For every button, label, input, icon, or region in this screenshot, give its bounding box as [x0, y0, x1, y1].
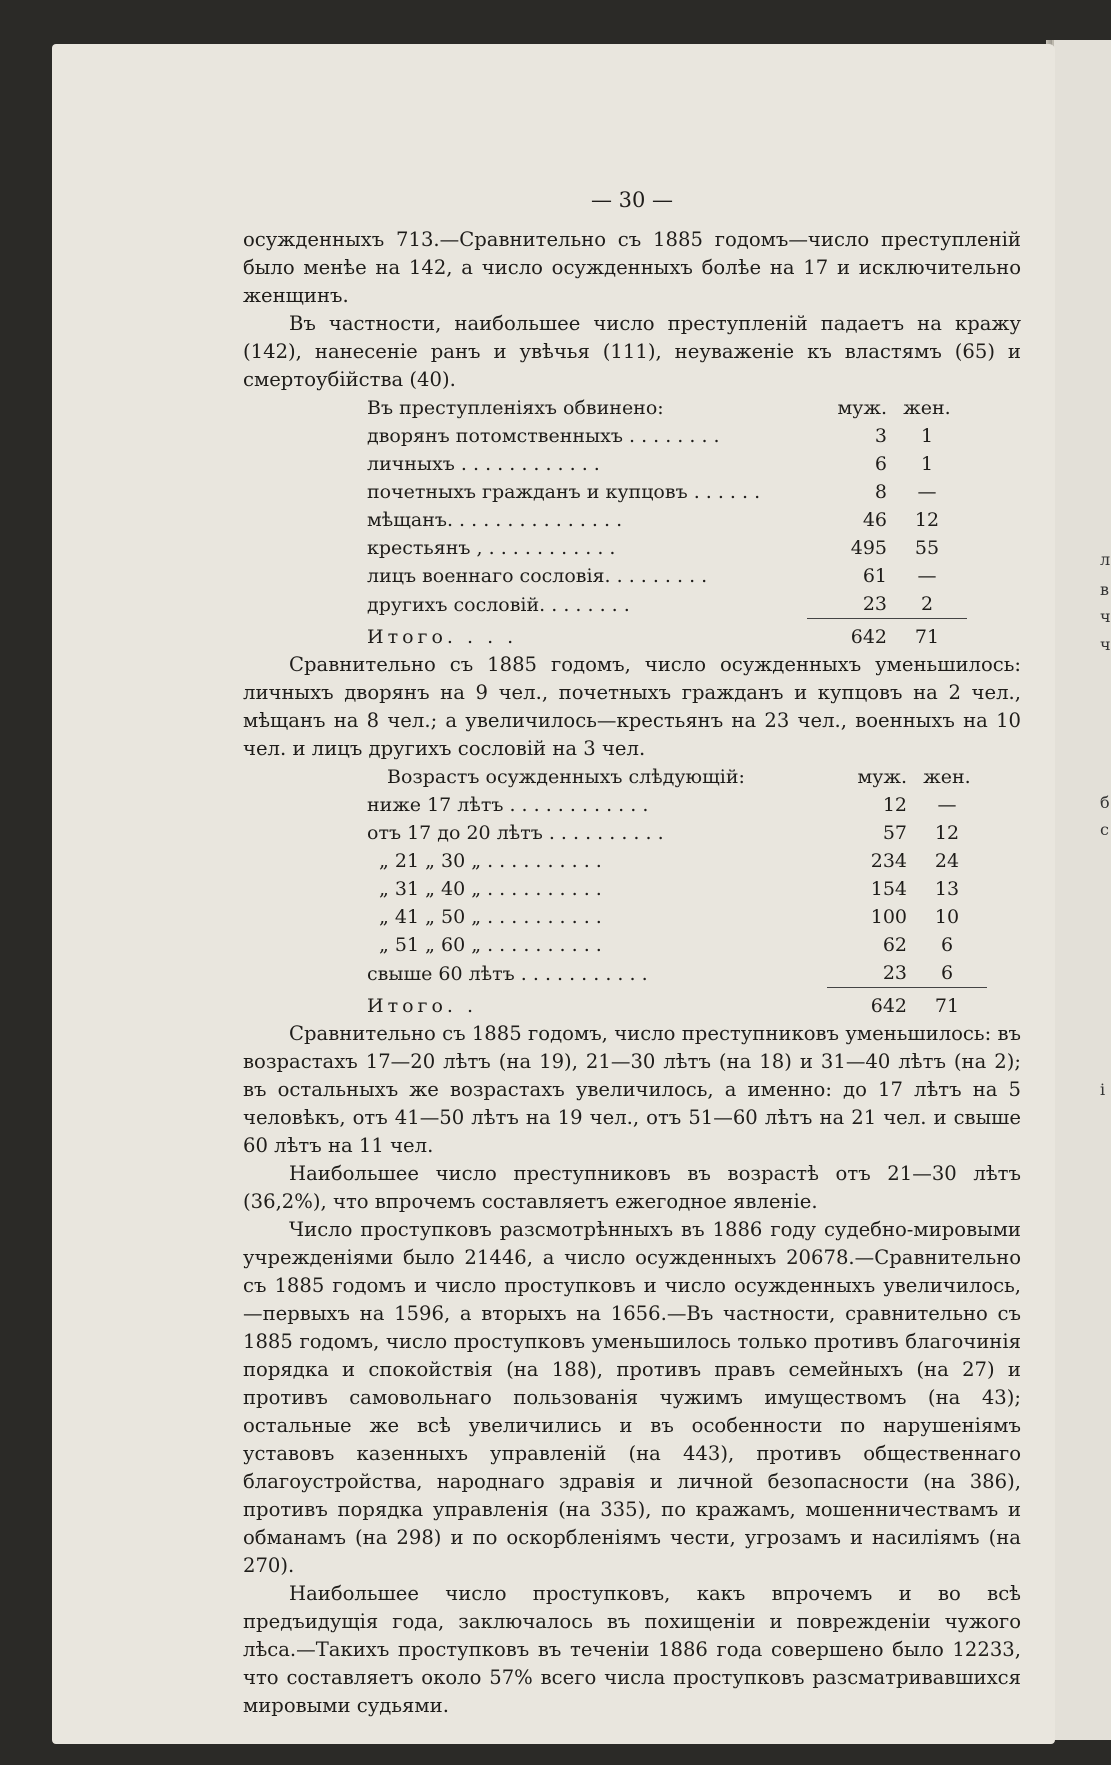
- female-count: 2: [920, 593, 934, 615]
- row-label: дворянъ потомственныхъ . . . . . . . .: [367, 425, 720, 447]
- row-label: „ 41 „ 50 „ . . . . . . . . . .: [379, 906, 602, 928]
- male-count: 62: [882, 934, 907, 956]
- male-count: 61: [862, 565, 887, 587]
- table-row: [367, 931, 987, 959]
- margin-letter: л: [1100, 550, 1111, 569]
- total-label: Итого. .: [367, 995, 478, 1017]
- row-label: отъ 17 до 20 лѣтъ . . . . . . . . . .: [367, 822, 664, 844]
- margin-letter: в: [1100, 580, 1110, 599]
- row-label: мѣщанъ. . . . . . . . . . . . . . .: [367, 509, 623, 531]
- table-header: Въ преступленіяхъ обвинено:: [367, 397, 664, 419]
- table-row: [367, 875, 987, 903]
- male-count: 23: [862, 593, 887, 615]
- table-row: [367, 903, 987, 931]
- paragraph: Наибольшее число проступковъ, какъ впрочемъ и во всѣ предъидущія года, заключалось въ похищеніи и поврежденіи чужого лѣса.—Такихъ проступковъ въ теченіи 1886 года совершено было 12233, что составляетъ около 57% всего числа проступковъ разсматривавшихся мировыми судьями.: [243, 1582, 1021, 1717]
- table-row: [367, 534, 967, 562]
- female-count: 24: [934, 850, 960, 872]
- page-number: — 30 —: [590, 188, 674, 212]
- column-header-male: муж.: [837, 397, 887, 419]
- column-header-male: муж.: [857, 766, 907, 788]
- paragraph: Сравнительно съ 1885 годомъ, число преступниковъ уменьшилось: въ возрастахъ 17—20 лѣтъ (на 19), 21—30 лѣтъ (на 18) и 31—40 лѣтъ (на 2); въ остальныхъ же возрастахъ увеличилось, а именно: до 17 лѣтъ на 5 человѣкъ, отъ 41—50 лѣтъ на 19 чел., отъ 51—60 лѣтъ на 21 чел. и свыше 60 лѣтъ на 11 чел.: [243, 1022, 1021, 1157]
- column-header-female: жен.: [903, 397, 951, 419]
- table-row: [367, 847, 987, 875]
- paragraph: Число проступковъ разсмотрѣнныхъ въ 1886 году судебно-мировыми учрежденіями было 21446, а число осужденныхъ 20678.—Сравнительно съ 1885 годомъ и число проступковъ и число осужденныхъ увеличилось,—первыхъ на 1596, а вторыхъ на 1656.—Въ частности, сравнительно съ 1885 годомъ, число проступковъ уменьшилось только противъ благочинія порядка и спокойствія (на 188), противъ правъ семейныхъ (на 27) и противъ самовольнаго пользованія чужимъ имуществомъ (на 43); остальные же всѣ увеличились и въ особенности по нарушеніямъ уставовъ казенныхъ управленій (на 443), противъ общественнаго благоустройства, народнаго здравія и личной безопасности (на 386), противъ порядка управленія (на 335), по кражамъ, мошенничествамъ и обманамъ (на 298) и по оскорбленіямъ чести, угрозамъ и насиліямъ (на 270).: [243, 1218, 1021, 1577]
- table-row: [367, 590, 967, 619]
- table-row: [367, 959, 987, 988]
- male-count: 100: [870, 906, 907, 928]
- table-row: [367, 791, 987, 819]
- table-row: [367, 450, 967, 478]
- total-male: 642: [807, 619, 887, 652]
- row-label: личныхъ . . . . . . . . . . . .: [367, 453, 600, 475]
- table-row: [367, 819, 987, 847]
- table-total-row: [367, 619, 967, 652]
- row-label: свыше 60 лѣтъ . . . . . . . . . . .: [367, 962, 648, 985]
- female-count: 12: [934, 822, 960, 844]
- female-count: 6: [940, 934, 954, 956]
- crimes-by-estate-table: [367, 394, 967, 651]
- margin-letter: ч: [1100, 635, 1111, 654]
- row-label: ниже 17 лѣтъ . . . . . . . . . . . .: [367, 794, 649, 816]
- female-count: 55: [914, 537, 940, 559]
- page-content: [243, 186, 1021, 1720]
- row-label: „ 51 „ 60 „ . . . . . . . . . .: [379, 934, 602, 956]
- table-total-row: [367, 988, 987, 1021]
- row-label: другихъ сословій. . . . . . . .: [367, 593, 630, 616]
- table-row: [367, 422, 967, 450]
- table-row: [367, 506, 967, 534]
- table-header: Возрастъ осужденныхъ слѣдующій:: [387, 766, 745, 788]
- table-row: [367, 562, 967, 590]
- male-count: 6: [874, 453, 887, 475]
- male-count: 154: [870, 878, 907, 900]
- male-count: 234: [870, 850, 907, 872]
- female-count: —: [917, 481, 937, 503]
- total-female: 71: [907, 988, 987, 1021]
- paragraph: Сравнительно съ 1885 годомъ, число осужденныхъ уменьшилось: личныхъ дворянъ на 9 чел., почетныхъ гражданъ и купцовъ на 2 чел., мѣщанъ на 8 чел.; а увеличилось—крестьянъ на 23 чел., военныхъ на 10 чел. и лицъ другихъ сословій на 3 чел.: [243, 653, 1021, 760]
- age-table: [367, 763, 987, 1020]
- female-count: 1: [920, 425, 934, 447]
- paragraph: Въ частности, наибольшее число преступленій падаетъ на кражу (142), нанесеніе ранъ и увѣчья (111), неуваженіе къ властямъ (65) и смертоубійства (40).: [243, 312, 1021, 391]
- total-female: 71: [887, 619, 967, 652]
- row-label: крестьянъ , . . . . . . . . . . .: [367, 537, 616, 559]
- male-count: 495: [850, 537, 887, 559]
- total-male: 642: [827, 988, 907, 1021]
- table-row: [367, 478, 967, 506]
- row-label: „ 31 „ 40 „ . . . . . . . . . .: [379, 878, 602, 900]
- female-count: —: [937, 794, 957, 816]
- paragraph: Наибольшее число преступниковъ въ возрастѣ отъ 21—30 лѣтъ (36,2%), что впрочемъ составляетъ ежегодное явленіе.: [243, 1162, 1021, 1213]
- male-count: 23: [882, 962, 907, 984]
- male-count: 57: [882, 822, 907, 844]
- male-count: 46: [862, 509, 887, 531]
- margin-letter: с: [1100, 820, 1109, 839]
- male-count: 8: [874, 481, 887, 503]
- male-count: 12: [882, 794, 907, 816]
- female-count: 12: [914, 509, 940, 531]
- row-label: почетныхъ гражданъ и купцовъ . . . . . .: [367, 481, 761, 503]
- female-count: —: [917, 565, 937, 587]
- row-label: лицъ военнаго сословія. . . . . . . . .: [367, 565, 708, 587]
- female-count: 13: [934, 878, 960, 900]
- female-count: 6: [940, 962, 954, 984]
- total-label: Итого. . . .: [367, 626, 518, 648]
- margin-letter: ч: [1100, 607, 1111, 626]
- adjacent-page-edge: [1052, 40, 1111, 1740]
- female-count: 10: [934, 906, 960, 928]
- male-count: 3: [874, 425, 887, 447]
- column-header-female: жен.: [923, 766, 971, 788]
- margin-letter: і: [1100, 1080, 1106, 1099]
- margin-letter: б: [1100, 793, 1110, 812]
- paragraph: осужденныхъ 713.—Сравнительно съ 1885 годомъ—число преступленій было менѣе на 142, а число осужденныхъ болѣе на 17 и исключительно женщинъ.: [243, 228, 1021, 307]
- female-count: 1: [920, 453, 934, 475]
- row-label: „ 21 „ 30 „ . . . . . . . . . .: [379, 850, 602, 872]
